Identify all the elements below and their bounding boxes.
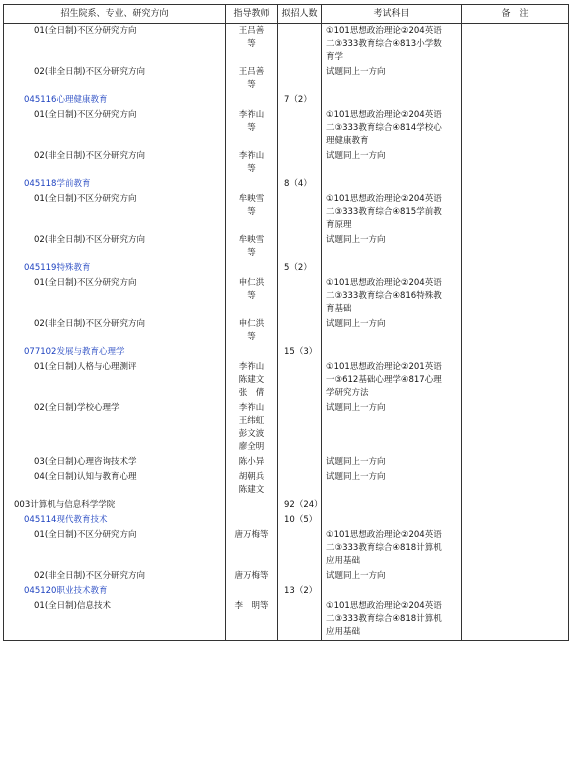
exam-line: 应用基础 [326,556,361,566]
direction-name: 01(全日制)不区分研究方向 [4,108,226,149]
note-cell [462,360,569,401]
exam-line: 育学 [326,52,344,62]
quota-cell: 13（2） [278,584,322,599]
table-row [4,470,569,498]
exam-cell [322,569,462,584]
tutor-name: 王吕善 [238,26,265,36]
tutor-cell [226,108,278,149]
note-cell [462,513,569,528]
quota-cell: 15（3） [278,345,322,360]
exam-cell [322,177,462,192]
note-cell [462,65,569,93]
major-name: 045120职业技术教育 [4,584,226,599]
exam-line: 育原理 [326,220,352,230]
tutor-name: 彭文波 [238,429,265,439]
exam-cell [322,360,462,401]
tutor-cell [226,24,278,66]
exam-line: 应用基础 [326,627,361,637]
tutor-name: 等 [247,291,256,301]
exam-line: ①101思想政治理论②201英语 [326,362,442,372]
tutor-cell [226,276,278,317]
exam-line: 二③333教育综合④814学校心 [326,123,442,133]
tutor-name: 唐万梅等 [234,571,269,581]
tutor-name: 李祚山 [238,110,265,120]
tutor-name: 张 倩 [238,388,265,398]
tutor-name: 等 [247,80,256,90]
direction-name: 01(全日制)不区分研究方向 [4,528,226,569]
quota-cell [278,569,322,584]
tutor-cell [226,528,278,569]
tutor-cell [226,599,278,641]
tutor-cell [226,177,278,192]
exam-line: 一③612基础心理学④817心理 [326,375,442,385]
exam-cell [322,24,462,66]
tutor-cell [226,584,278,599]
quota-cell: 5（2） [278,261,322,276]
exam-line: 二③333教育综合④815学前教 [326,207,442,217]
direction-name: 01(全日制)不区分研究方向 [4,276,226,317]
quota-cell [278,599,322,641]
tutor-name: 牟映雪 [238,235,265,245]
exam-line: 学研究方法 [326,388,369,398]
table-body [4,24,569,641]
tutor-name: 李 明等 [234,601,269,611]
college-row [4,498,569,513]
tutor-name: 王吕善 [238,67,265,77]
quota-cell [278,276,322,317]
quota-cell: 92（24） [278,498,322,513]
direction-name: 01(全日制)不区分研究方向 [4,24,226,66]
tutor-name: 等 [247,248,256,258]
major-name: 045114现代教育技术 [4,513,226,528]
table-row [4,276,569,317]
exam-line: 试题同上一方向 [326,235,386,245]
direction-name: 02(非全日制)不区分研究方向 [4,317,226,345]
table-header-row [4,5,569,24]
tutor-cell [226,498,278,513]
quota-cell [278,317,322,345]
note-cell [462,345,569,360]
tutor-cell [226,345,278,360]
exam-cell [322,276,462,317]
table-row [4,401,569,455]
exam-line: 二③333教育综合④818计算机 [326,614,442,624]
note-cell [462,276,569,317]
exam-line: ①101思想政治理论②204英语 [326,110,442,120]
major-row [4,261,569,276]
tutor-name: 李祚山 [238,403,265,413]
exam-cell [322,513,462,528]
exam-cell [322,233,462,261]
tutor-name: 陈建文 [238,375,265,385]
header-exam: 考试科目 [322,5,462,24]
quota-cell [278,233,322,261]
tutor-cell [226,360,278,401]
direction-name: 02(非全日制)不区分研究方向 [4,149,226,177]
tutor-name: 李祚山 [238,362,265,372]
exam-cell [322,455,462,470]
tutor-cell [226,192,278,233]
table-row [4,599,569,641]
exam-cell [322,317,462,345]
exam-cell [322,345,462,360]
table-row [4,192,569,233]
tutor-cell [226,149,278,177]
header-note: 备 注 [462,5,569,24]
table-row [4,317,569,345]
exam-line: ①101思想政治理论②204英语 [326,278,442,288]
tutor-cell [226,261,278,276]
note-cell [462,261,569,276]
exam-cell [322,599,462,641]
exam-cell [322,470,462,498]
quota-cell [278,360,322,401]
header-dept: 招生院系、专业、研究方向 [4,5,226,24]
tutor-name: 李祚山 [238,151,265,161]
note-cell [462,569,569,584]
major-row [4,513,569,528]
exam-line: 二③333教育综合④818计算机 [326,543,442,553]
tutor-cell [226,569,278,584]
direction-name: 01(全日制)人格与心理测评 [4,360,226,401]
major-name: 045116心理健康教育 [4,93,226,108]
note-cell [462,108,569,149]
header-quota: 拟招人数 [278,5,322,24]
exam-line: 试题同上一方向 [326,472,386,482]
tutor-cell [226,513,278,528]
tutor-name: 牟映雪 [238,194,265,204]
note-cell [462,192,569,233]
direction-name: 02(非全日制)不区分研究方向 [4,569,226,584]
major-name: 077102发展与教育心理学 [4,345,226,360]
major-name: 045118学前教育 [4,177,226,192]
table-row [4,233,569,261]
direction-name: 03(全日制)心理咨询技术学 [4,455,226,470]
table-row [4,24,569,66]
tutor-name: 等 [247,332,256,342]
note-cell [462,528,569,569]
quota-cell: 10（5） [278,513,322,528]
quota-cell: 7（2） [278,93,322,108]
exam-line: 育基础 [326,304,352,314]
exam-line: 试题同上一方向 [326,571,386,581]
tutor-name: 胡朝兵 [238,472,265,482]
tutor-name: 申仁洪 [238,278,265,288]
quota-cell [278,108,322,149]
quota-cell [278,401,322,455]
exam-cell [322,528,462,569]
table-row [4,360,569,401]
exam-line: ①101思想政治理论②204英语 [326,530,442,540]
quota-cell [278,24,322,66]
quota-cell: 8（4） [278,177,322,192]
tutor-name: 等 [247,39,256,49]
tutor-name: 等 [247,123,256,133]
admissions-table [3,4,569,641]
tutor-cell [226,455,278,470]
tutor-cell [226,470,278,498]
tutor-name: 等 [247,207,256,217]
major-row [4,93,569,108]
exam-line: ①101思想政治理论②204英语 [326,26,442,36]
tutor-name: 陈建文 [238,485,265,495]
exam-cell [322,65,462,93]
note-cell [462,149,569,177]
table-row [4,149,569,177]
tutor-name: 等 [247,164,256,174]
tutor-cell [226,93,278,108]
header-tutor: 指导教师 [226,5,278,24]
quota-cell [278,470,322,498]
direction-name: 02(非全日制)不区分研究方向 [4,233,226,261]
table-row [4,65,569,93]
exam-cell [322,108,462,149]
college-name: 003计算机与信息科学学院 [4,498,226,513]
tutor-name: 廖全明 [238,442,265,452]
note-cell [462,317,569,345]
tutor-name: 申仁洪 [238,319,265,329]
major-row [4,584,569,599]
exam-line: 试题同上一方向 [326,319,386,329]
tutor-name: 王纬虹 [238,416,265,426]
exam-line: 二③333教育综合④816特殊教 [326,291,442,301]
quota-cell [278,149,322,177]
exam-line: 试题同上一方向 [326,151,386,161]
quota-cell [278,455,322,470]
exam-line: ①101思想政治理论②204英语 [326,194,442,204]
exam-cell [322,401,462,455]
tutor-cell [226,401,278,455]
quota-cell [278,192,322,233]
note-cell [462,177,569,192]
quota-cell [278,65,322,93]
note-cell [462,455,569,470]
table-row [4,455,569,470]
direction-name: 02(全日制)学校心理学 [4,401,226,455]
exam-cell [322,261,462,276]
note-cell [462,24,569,66]
quota-cell [278,528,322,569]
note-cell [462,233,569,261]
exam-line: 试题同上一方向 [326,457,386,467]
direction-name: 02(非全日制)不区分研究方向 [4,65,226,93]
exam-cell [322,93,462,108]
exam-line: 试题同上一方向 [326,403,386,413]
note-cell [462,599,569,641]
table-row [4,528,569,569]
exam-cell [322,149,462,177]
tutor-cell [226,233,278,261]
exam-cell [322,498,462,513]
note-cell [462,401,569,455]
table-row [4,108,569,149]
exam-line: ①101思想政治理论②204英语 [326,601,442,611]
tutor-cell [226,65,278,93]
tutor-cell [226,317,278,345]
note-cell [462,498,569,513]
direction-name: 01(全日制)不区分研究方向 [4,192,226,233]
exam-line: 理健康教育 [326,136,369,146]
table-row [4,569,569,584]
note-cell [462,584,569,599]
tutor-name: 唐万梅等 [234,530,269,540]
exam-cell [322,192,462,233]
tutor-name: 陈小异 [238,457,265,467]
major-name: 045119特殊教育 [4,261,226,276]
note-cell [462,93,569,108]
major-row [4,177,569,192]
exam-line: 二③333教育综合④813小学数 [326,39,442,49]
direction-name: 01(全日制)信息技术 [4,599,226,641]
direction-name: 04(全日制)认知与教育心理 [4,470,226,498]
exam-line: 试题同上一方向 [326,67,386,77]
exam-cell [322,584,462,599]
major-row [4,345,569,360]
note-cell [462,470,569,498]
